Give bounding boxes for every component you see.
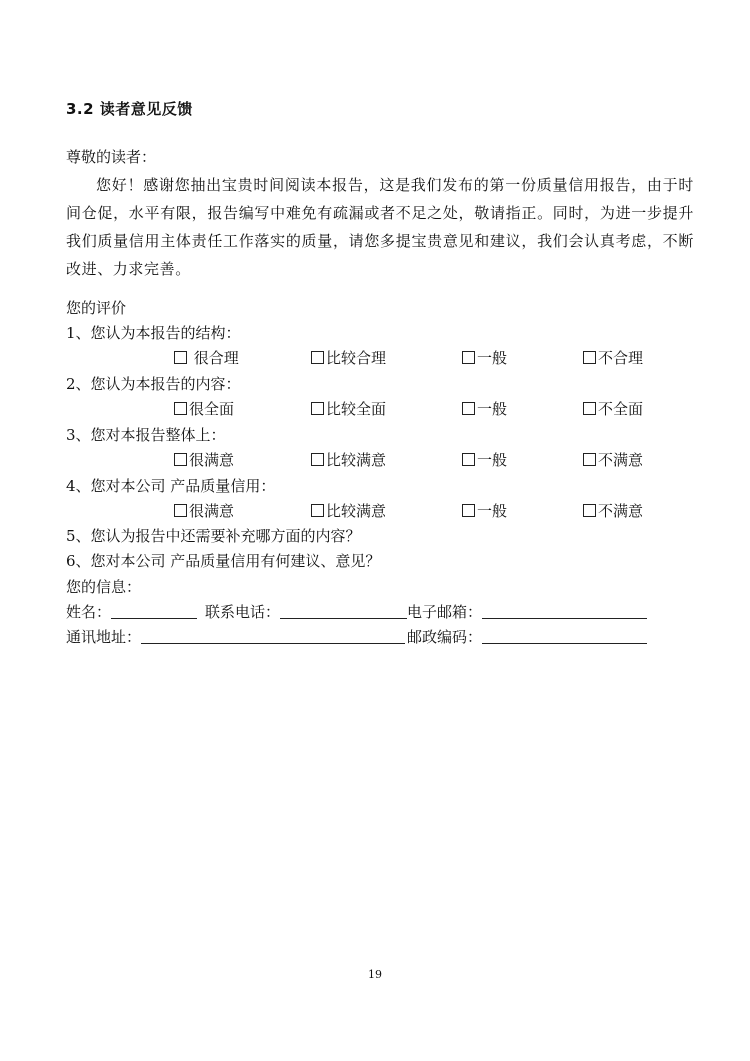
address-field — [66, 625, 405, 650]
checkbox-icon[interactable] — [583, 402, 596, 415]
checkbox-icon[interactable] — [174, 453, 187, 466]
q3-option-1[interactable]: 很满意 — [174, 449, 234, 470]
checkbox-icon[interactable] — [311, 351, 324, 364]
q3-option-3[interactable]: 一般 — [462, 449, 507, 470]
checkbox-icon[interactable] — [174, 402, 187, 415]
address-blank[interactable] — [141, 629, 405, 644]
name-field — [66, 600, 197, 625]
q4-option-3[interactable]: 一般 — [462, 500, 507, 521]
checkbox-icon[interactable] — [462, 504, 475, 517]
checkbox-icon[interactable] — [174, 504, 187, 517]
postcode-blank[interactable] — [482, 629, 647, 644]
q4-option-4[interactable]: 不满意 — [583, 500, 643, 521]
postcode-field — [407, 625, 647, 650]
phone-field — [205, 600, 407, 625]
checkbox-icon[interactable] — [462, 351, 475, 364]
email-blank[interactable] — [482, 604, 647, 619]
q1-option-1[interactable]: 很合理 — [174, 347, 239, 368]
q4-option-2[interactable]: 比较满意 — [311, 500, 386, 521]
checkbox-icon[interactable] — [583, 351, 596, 364]
section-heading: 3.2 读者意见反馈 — [66, 100, 193, 118]
postcode-label: 邮政编码： — [407, 628, 483, 646]
q3-option-4[interactable]: 不满意 — [583, 449, 643, 470]
checkbox-icon[interactable] — [311, 402, 324, 415]
checkbox-icon[interactable] — [462, 453, 475, 466]
email-field — [407, 600, 647, 625]
q2-option-3[interactable]: 一般 — [462, 398, 507, 419]
name-blank[interactable] — [111, 604, 197, 619]
address-label: 通讯地址： — [66, 628, 142, 646]
intro-paragraph: 您好！感谢您抽出宝贵时间阅读本报告，这是我们发布的第一份质量信用报告，由于时间仓促，水平有限，报告编写中难免有疏漏或者不足之处，敬请指正。同时，为进一步提升我们质量信用主体责任工作落实的质量，请您多提宝贵意见和建议，我们会认真考虑，不断改进、力求完善。 — [66, 176, 694, 278]
name-label: 姓名： — [66, 603, 112, 621]
question-3: 3、您对本报告整体上： — [66, 426, 226, 444]
salutation: 尊敬的读者： — [66, 148, 157, 166]
checkbox-icon[interactable] — [583, 504, 596, 517]
q1-option-4[interactable]: 不合理 — [583, 347, 643, 368]
checkbox-icon[interactable] — [311, 504, 324, 517]
checkbox-icon[interactable] — [311, 453, 324, 466]
question-5: 5、您认为报告中还需要补充哪方面的内容？ — [66, 527, 361, 545]
checkbox-icon[interactable] — [462, 402, 475, 415]
q2-option-1[interactable]: 很全面 — [174, 398, 234, 419]
q1-option-2[interactable]: 比较合理 — [311, 347, 386, 368]
question-1: 1、您认为本报告的结构： — [66, 324, 241, 342]
question-6: 6、您对本公司 产品质量信用有何建议、意见？ — [66, 552, 381, 570]
phone-label: 联系电话： — [205, 603, 281, 621]
evaluation-title: 您的评价 — [66, 299, 127, 317]
question-4: 4、您对本公司 产品质量信用： — [66, 477, 276, 495]
checkbox-icon[interactable] — [583, 453, 596, 466]
q1-option-3[interactable]: 一般 — [462, 347, 507, 368]
q3-option-2[interactable]: 比较满意 — [311, 449, 386, 470]
checkbox-icon[interactable] — [174, 351, 187, 364]
info-title: 您的信息： — [66, 578, 142, 596]
q4-option-1[interactable]: 很满意 — [174, 500, 234, 521]
email-label: 电子邮箱： — [407, 603, 483, 621]
page-number: 19 — [368, 968, 382, 981]
phone-blank[interactable] — [280, 604, 407, 619]
q2-option-2[interactable]: 比较全面 — [311, 398, 386, 419]
question-2: 2、您认为本报告的内容： — [66, 375, 241, 393]
q2-option-4[interactable]: 不全面 — [583, 398, 643, 419]
